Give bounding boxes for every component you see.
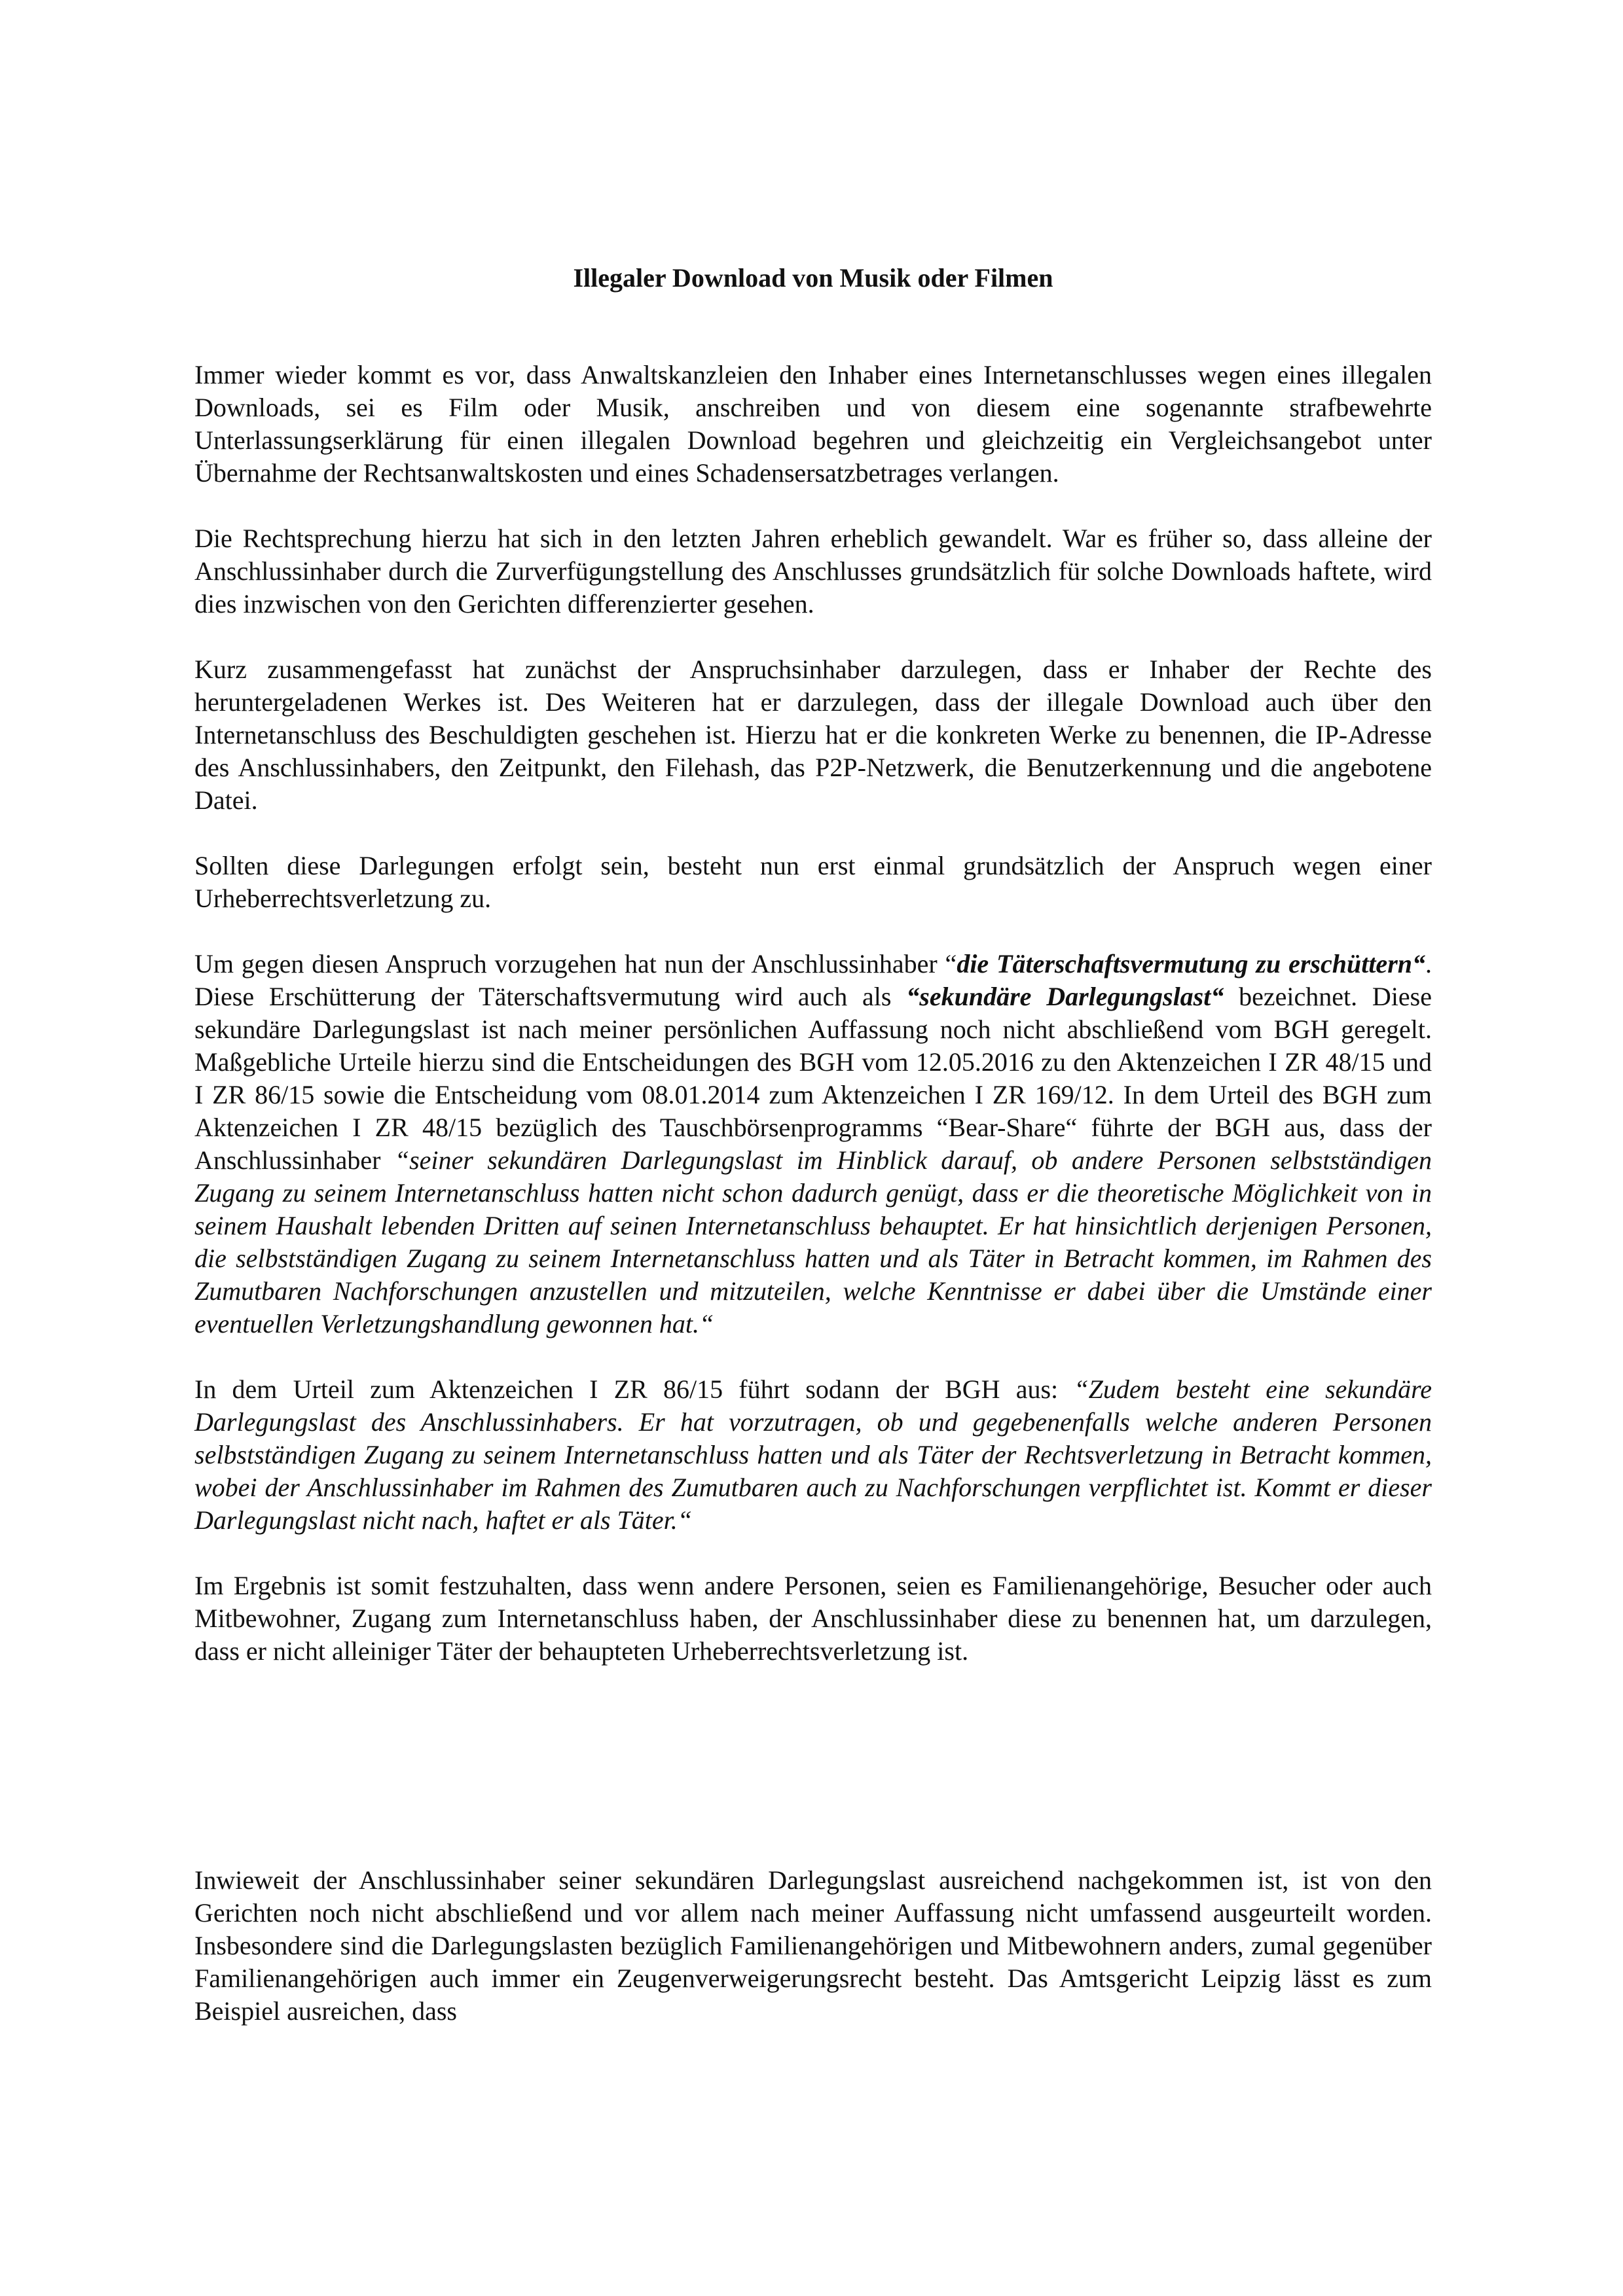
paragraph-claimant-burden: Kurz zusammengefasst hat zunächst der Anspruchsinhaber darzulegen, dass er Inhaber der Rechte des heruntergeladenen Werkes ist. Des Weiteren hat er darzulegen, dass der illegale Download auch über den Internetanschluss des Beschuldigten geschehen ist. Hierzu hat er die konkreten Werke zu benennen, die IP-Adresse des Anschlussinhabers, den Zeitpunkt, den Filehash, das P2P-Netzwerk, die Benutzerkennung und die angebotene Datei.: [194, 655, 1432, 815]
emphasis-secondary-burden: “sekundäre Darlegungslast“: [906, 982, 1224, 1011]
bgh-86-15-intro: In dem Urteil zum Aktenzeichen I ZR 86/15 führt sodann der BGH aus:: [194, 1374, 1074, 1404]
paragraph-intro: Immer wieder kommt es vor, dass Anwaltskanzleien den Inhaber eines Internetanschlusses wegen eines illegalen Downloads, sei es Film oder Musik, anschreiben und von diesem eine sogenannte strafbewehrte Unterlassungserklärung für einen illegalen Download begehren und gleichzeitig ein Vergleichsangebot unter Übernahme der Rechtsanwaltskosten und eines Schadensersatzbetrages verlangen.: [194, 360, 1432, 488]
document-title: Illegaler Download von Musik oder Filmen: [573, 263, 1053, 293]
paragraph-extent-of-burden: Inwieweit der Anschlussinhaber seiner sekundären Darlegungslast ausreichend nachgekommen ist, ist von den Gerichten noch nicht abschließend und vor allem nach meiner Auffassung nicht umfassend ausgeurteilt worden. Insbesondere sind die Darlegungslasten bezüglich Familienangehörigen und Mitbewohnern anders, zumal gegenüber Familienangehörigen auch immer ein Zeugenverweigerungsrecht besteht. Das Amtsgericht Leipzig lässt es zum Beispiel ausreichen, dass: [194, 1865, 1432, 2026]
quote-bgh-i-zr-48-15: “seiner sekundären Darlegungslast im Hinblick darauf, ob andere Personen selbstständigen Zugang zu seinem Internetanschluss hatten nicht schon dadurch genügt, dass er die theoretische Möglichkeit von in seinem Haushalt lebenden Dritten auf seinen Internetanschluss behauptet. Er hat hinsichtlich derjenigen Personen, die selbstständigen Zugang zu seinem Internetanschluss hatten und als Täter in Betracht kommen, im Rahmen des Zumutbaren Nachforschungen anzustellen und mitzuteilen, welche Kenntnisse er dabei über die Umstände einer eventuellen Verletzungshandlung gewonnen hat.“: [194, 1145, 1432, 1338]
paragraph-bgh-86-15: [194, 1373, 1432, 1537]
paragraph-secondary-burden: [194, 948, 1432, 1340]
secondary-burden-text-2: . Diese Erschütterung der Täterschaftsvermutung wird auch als: [194, 949, 1432, 1011]
secondary-burden-text-3: bezeichnet. Diese sekundäre Darlegungslast ist nach meiner persönlichen Auffassung noch nicht abschließend vom BGH geregelt. Maßgebliche Urteile hierzu sind die Entscheidungen des BGH vom 12.05.2016 zu den Aktenzeichen I ZR 48/15 und I ZR 86/15 sowie die Entscheidung vom 08.01.2014 zum Aktenzeichen I ZR 169/12. In dem Urteil des BGH zum Aktenzeichen I ZR 48/15 bezüglich des Tauschbörsenprogramms “Bear-Share“ führte der BGH aus, dass der Anschlussinhaber: [194, 982, 1432, 1175]
paragraph-claim-basis: Sollten diese Darlegungen erfolgt sein, besteht nun erst einmal grundsätzlich der Anspruch wegen einer Urheberrechtsverletzung zu.: [194, 851, 1432, 913]
paragraph-case-law-change: Die Rechtsprechung hierzu hat sich in den letzten Jahren erheblich gewandelt. War es früher so, dass alleine der Anschlussinhaber durch die Zurverfügungstellung des Anschlusses grundsätzlich für solche Downloads haftete, wird dies inzwischen von den Gerichten differenzierter gesehen.: [194, 524, 1432, 619]
emphasis-rebut-presumption: die Täterschaftsvermutung zu erschüttern“: [957, 949, 1426, 978]
secondary-burden-text-1: Um gegen diesen Anspruch vorzugehen hat nun der Anschlussinhaber “: [194, 949, 957, 978]
paragraph-conclusion: Im Ergebnis ist somit festzuhalten, dass wenn andere Personen, seien es Familienangehörige, Besucher oder auch Mitbewohner, Zugang zum Internetanschluss haben, der Anschlussinhaber diese zu benennen hat, um darzulegen, dass er nicht alleiniger Täter der behaupteten Urheberrechtsverletzung ist.: [194, 1571, 1432, 1666]
quote-bgh-i-zr-86-15: “Zudem besteht eine sekundäre Darlegungslast des Anschlussinhabers. Er hat vorzutragen, ob und gegebenenfalls welche anderen Personen selbstständigen Zugang zu seinem Internetanschluss hatten und als Täter der Rechtsverletzung in Betracht kommen, wobei der Anschlussinhaber im Rahmen des Zumutbaren auch zu Nachforschungen verpflichtet ist. Kommt er dieser Darlegungslast nicht nach, haftet er als Täter.“: [194, 1374, 1432, 1535]
document-page: [194, 262, 1432, 2028]
